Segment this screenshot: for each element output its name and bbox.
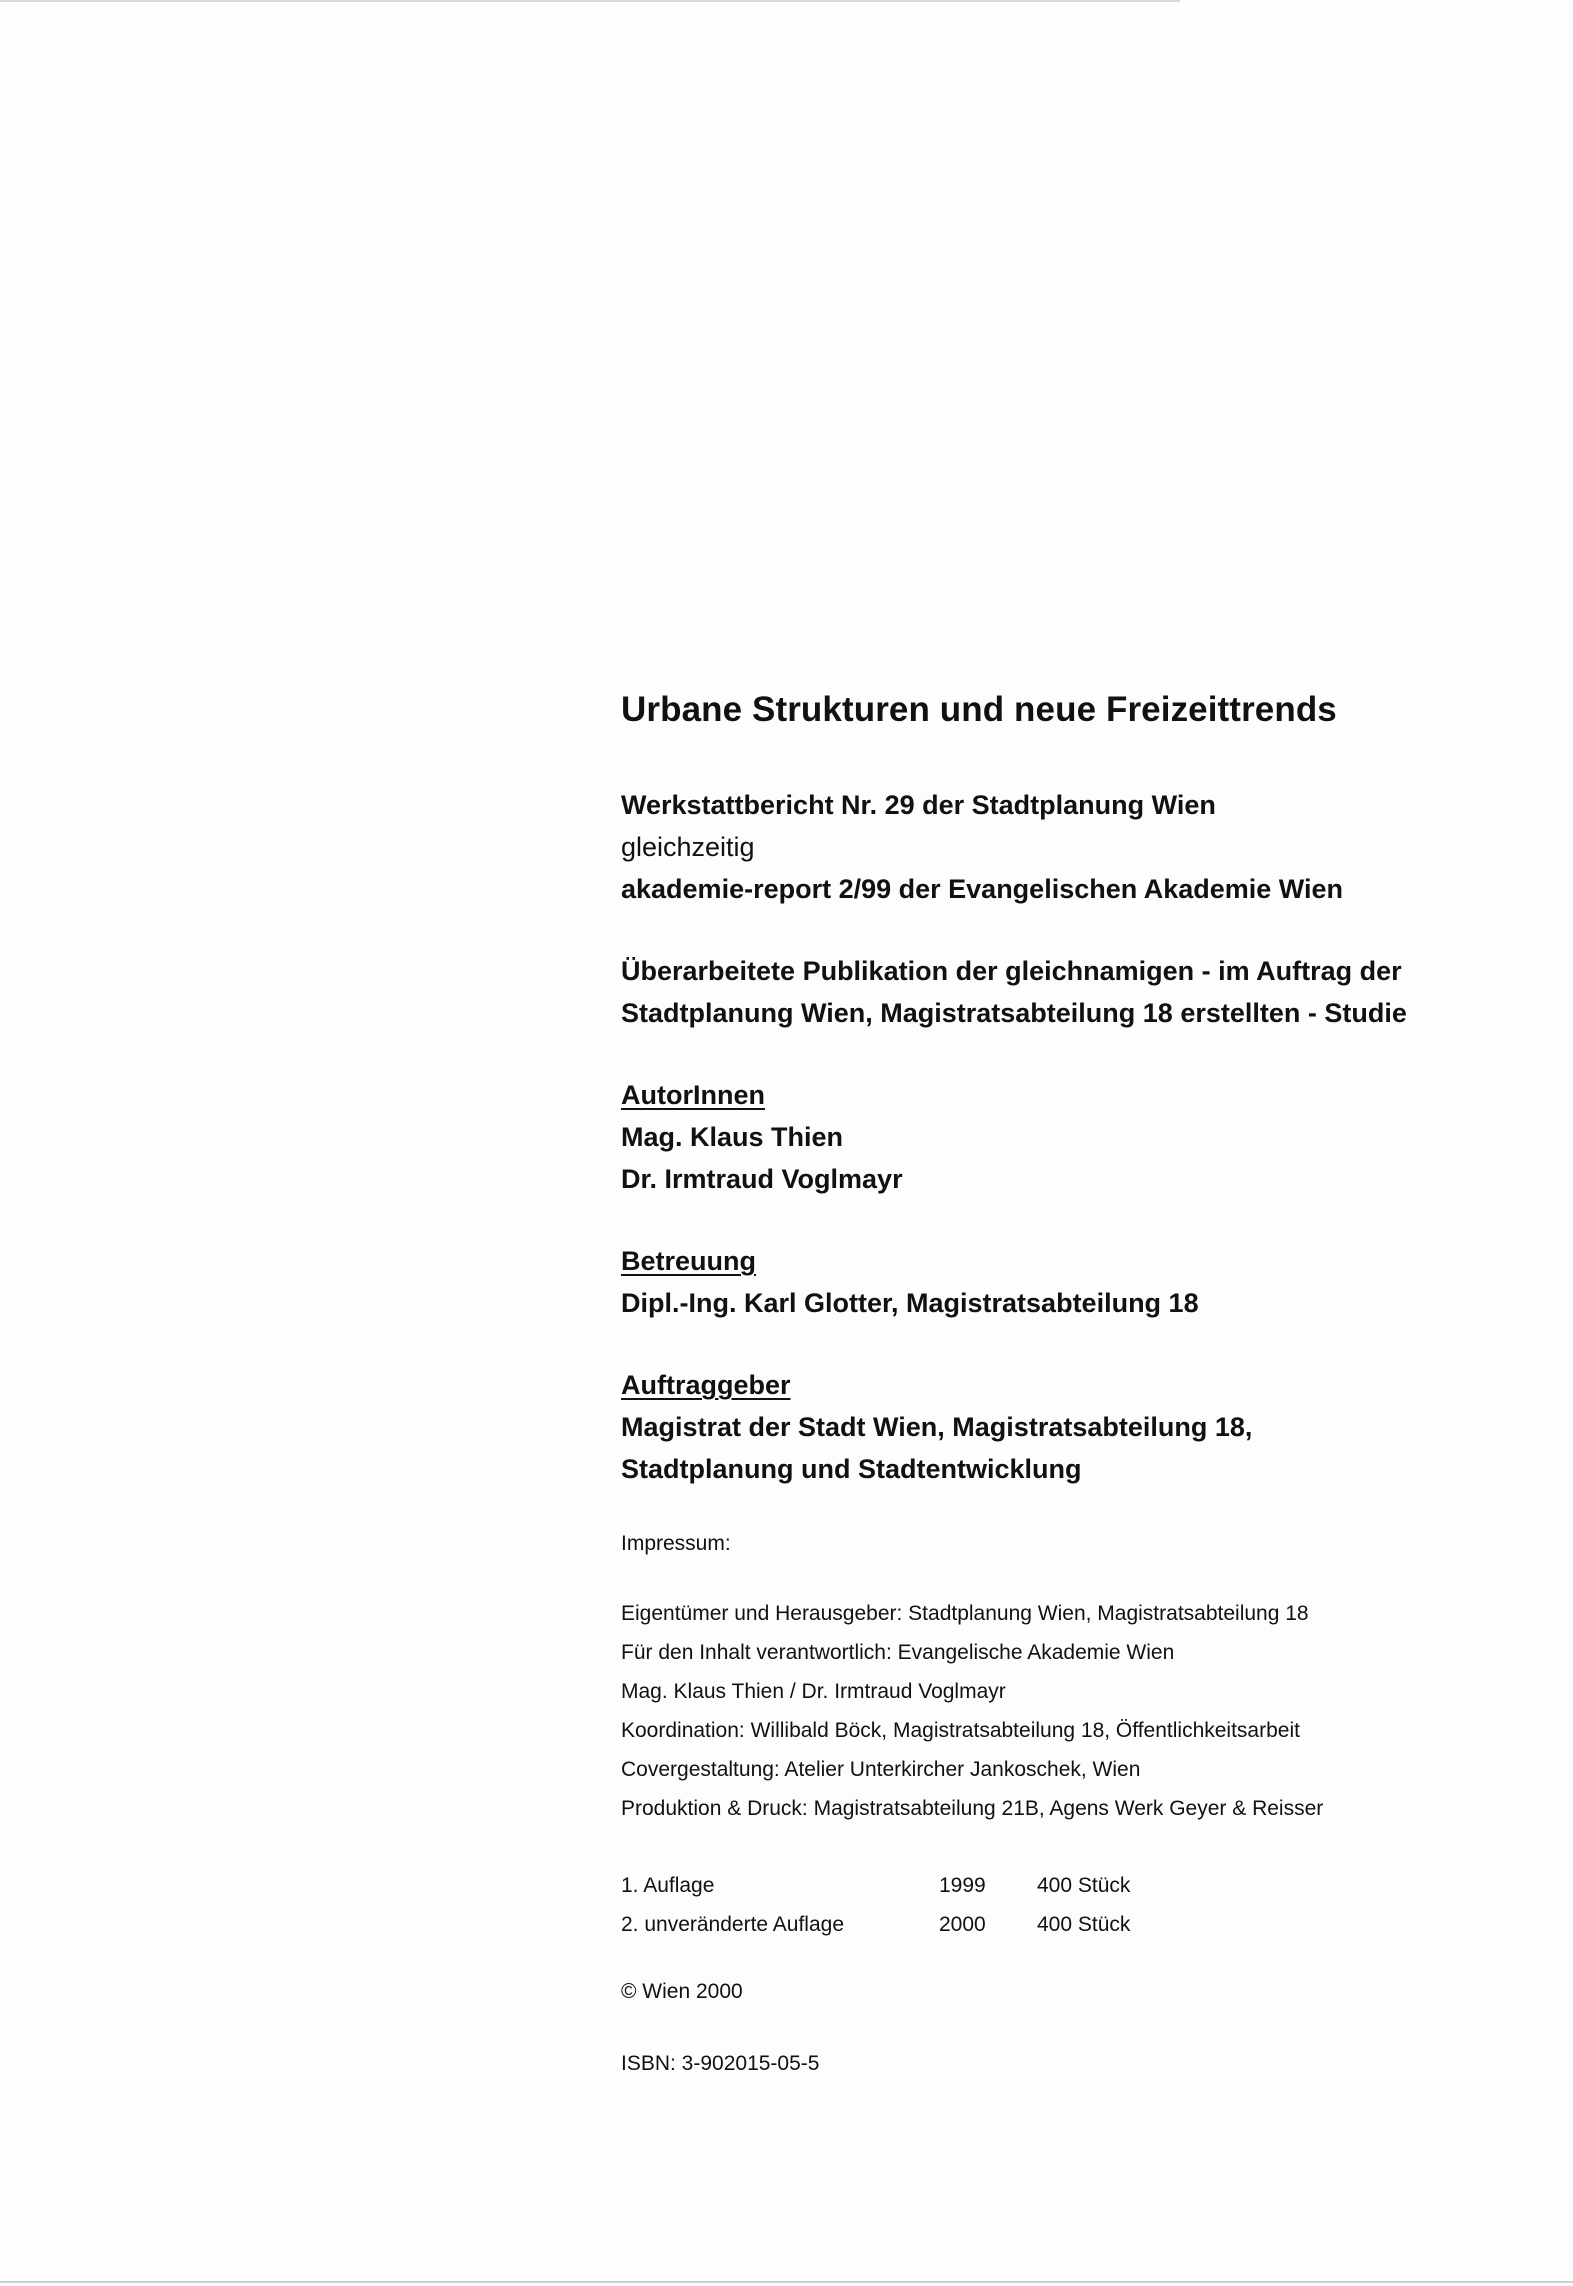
werkstatt-block — [621, 784, 1521, 910]
authors-heading: AutorInnen — [621, 1080, 765, 1110]
edition-year: 1999 — [939, 1873, 986, 1897]
table-row — [621, 1866, 1130, 1905]
publication-block — [621, 950, 1521, 1034]
page-top-edge — [0, 0, 1180, 2]
impressum-line: Eigentümer und Herausgeber: Stadtplanung Wien, Magistratsabteilung 18 — [621, 1602, 1309, 1625]
edition-count: 400 Stück — [1037, 1873, 1131, 1897]
editions-table — [621, 1866, 1130, 1944]
copyright-notice: © Wien 2000 — [621, 1980, 743, 2003]
client-heading: Auftraggeber — [621, 1370, 791, 1400]
document-title: Urbane Strukturen und neue Freizeittrends — [621, 690, 1337, 729]
client-line: Stadtplanung und Stadtentwicklung — [621, 1454, 1082, 1484]
werkstatt-line: Werkstattbericht Nr. 29 der Stadtplanung Wien — [621, 790, 1216, 820]
table-row — [621, 1905, 1130, 1944]
publication-line: Stadtplanung Wien, Magistratsabteilung 18 erstellten - Studie — [621, 998, 1407, 1028]
author-name: Mag. Klaus Thien — [621, 1122, 844, 1152]
page-bottom-edge — [0, 2281, 1573, 2283]
werkstatt-connector: gleichzeitig — [621, 832, 755, 862]
imprint-page — [621, 690, 1521, 2076]
isbn: ISBN: 3-902015-05-5 — [621, 2052, 820, 2075]
impressum-line: Produktion & Druck: Magistratsabteilung 21B, Agens Werk Geyer & Reisser — [621, 1797, 1324, 1820]
publication-line: Überarbeitete Publikation der gleichnamigen - im Auftrag der — [621, 956, 1402, 986]
supervisor-name: Dipl.-Ing. Karl Glotter, Magistratsabteilung 18 — [621, 1288, 1199, 1318]
supervision-heading: Betreuung — [621, 1246, 756, 1276]
client-block — [621, 1364, 1521, 1490]
client-line: Magistrat der Stadt Wien, Magistratsabteilung 18, — [621, 1412, 1253, 1442]
impressum-heading: Impressum: — [621, 1532, 731, 1555]
impressum-line: Koordination: Willibald Böck, Magistratsabteilung 18, Öffentlichkeitsarbeit — [621, 1719, 1300, 1742]
impressum-line: Mag. Klaus Thien / Dr. Irmtraud Voglmayr — [621, 1680, 1006, 1703]
impressum-line: Für den Inhalt verantwortlich: Evangelische Akademie Wien — [621, 1641, 1175, 1664]
akademie-report-line: akademie-report 2/99 der Evangelischen Akademie Wien — [621, 874, 1344, 904]
edition-label: 1. Auflage — [621, 1873, 715, 1897]
authors-block — [621, 1074, 1521, 1200]
edition-count: 400 Stück — [1037, 1912, 1131, 1936]
edition-label: 2. unveränderte Auflage — [621, 1912, 845, 1936]
impressum-line: Covergestaltung: Atelier Unterkircher Jankoschek, Wien — [621, 1758, 1141, 1781]
supervision-block — [621, 1240, 1521, 1324]
author-name: Dr. Irmtraud Voglmayr — [621, 1164, 903, 1194]
impressum-block — [621, 1594, 1521, 1828]
edition-year: 2000 — [939, 1912, 986, 1936]
